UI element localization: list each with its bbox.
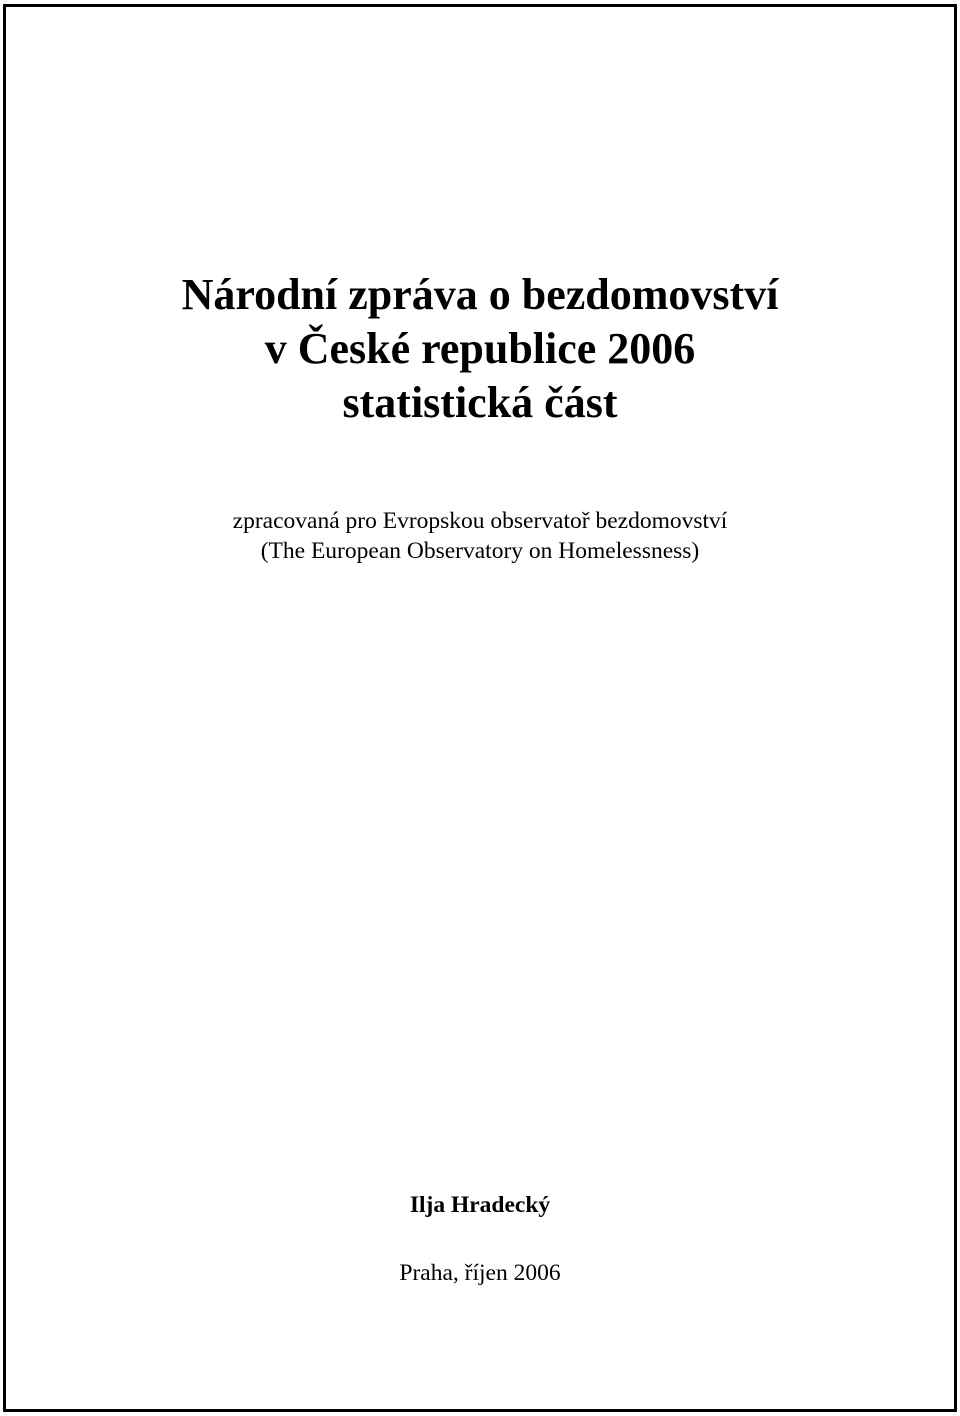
subtitle-line-2: (The European Observatory on Homelessness) [260,538,700,564]
title-line-2: v České republice 2006 [264,324,696,373]
place-date: Praha, říjen 2006 [399,1260,561,1286]
title-line-3: statistická část [342,378,618,427]
author-name: Ilja Hradecký [409,1192,551,1218]
title-line-1: Národní zpráva o bezdomovství [181,270,779,319]
subtitle-line-1: zpracovaná pro Evropskou observatoř bezdomovství [232,508,728,534]
document-subtitle [0,506,960,566]
document-title [0,268,960,430]
